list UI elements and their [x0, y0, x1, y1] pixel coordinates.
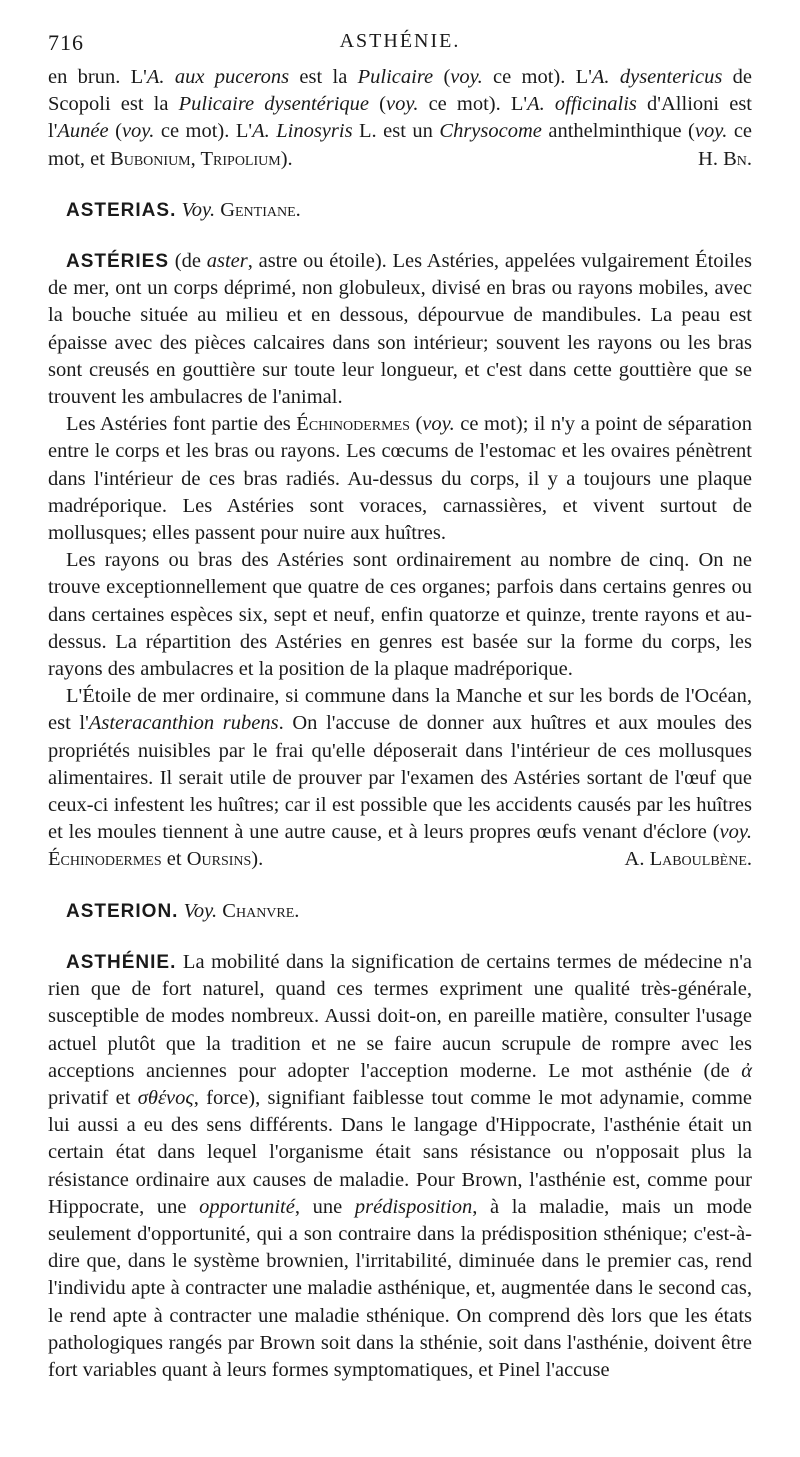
author-signature: A. Laboulbène.	[624, 848, 752, 871]
entry-asteries: ASTÉRIES (de aster, astre ou étoile). Les Astéries, appelées vulgairement Étoiles de mer, ont un corps déprimé, non globuleux, divisé en bras ou rayons mobiles, avec la bouche située au milieu et en dessous, dépourvue de mandibules. La peau est épaisse avec des pièces calcaires dans son intérieur; souvent les rayons ou les bras sont creusés en gouttière sur toute leur longueur, et c'est dans cette gouttière que se trouvent les ambulacres de l'animal.	[48, 250, 752, 409]
paragraph: Les Astéries font partie des Échinodermes (voy. ce mot); il n'y a point de séparation entre le corps et les bras ou rayons. Les cœcums de l'estomac et les ovaires pénètrent dans l'intérieur de ces bras radiés. Au-dessus du corps, il y a toujours une plaque madréporique. Les Astéries sont voraces, carnassières, et vivent surtout de mollusques; elles passent pour nuire aux huîtres.	[48, 413, 752, 545]
page-header	[48, 30, 752, 64]
entry-asthenie: ASTHÉNIE. La mobilité dans la signification de certains termes de médecine n'a rien que de fort naturel, quand ces termes expriment une qualité très-générale, susceptible de modes nombreux. Aussi doit-on, en pareille matière, consulter l'usage actuel plutôt que la tradition et ne se faire aucun scrupule de rompre avec les acceptions anciennes pour adopter l'acception moderne. Le mot asthénie (de ἀ privatif et σθένος, force), signifiant faiblesse tout comme le mot adynamie, comme lui aussi a eu des sens différents. Dans le langage d'Hippocrate, l'asthénie était un certain état dans lequel l'organisme était sans résistance ou n'opposait plus la résistance ordinaire aux causes de maladie. Pour Brown, l'asthénie est, comme pour Hippocrate, une opportunité, une prédisposition, à la maladie, mais un mode seulement d'opportunité, qui a son contraire dans la prédisposition sthénique; c'est-à-dire que, dans le système brownien, l'irritabilité, diminuée dans le premier cas, rend l'individu apte à contracter une maladie asthénique, et, augmentée dans le second cas, le rend apte à contracter une maladie sthénique. On comprend dès lors que les états pathologiques rangés par Brown soit dans la sthénie, soit dans l'asthénie, doivent être fort variables quant à leurs formes symptomatiques, et Pinel l'accuse	[48, 950, 752, 1381]
cross-reference: Chanvre.	[222, 899, 300, 922]
headword: ASTÉRIES	[66, 251, 170, 273]
continuation-paragraph: en brun. L'A. aux pucerons est la Pulicaire (voy. ce mot). L'A. dysentericus de Scopoli est la Pulicaire dysentérique (voy. ce mot). L'A. officinalis d'Allioni est l'Aunée (voy. ce mot). L'A. Linosyris L. est un Chrysocome anthelminthique (voy. ce mot, et Bubonium, Tripolium). H. Bn.	[48, 64, 752, 173]
paragraph: L'Étoile de mer ordinaire, si commune dans la Manche et sur les bords de l'Océan, est l'Asteracanthion rubens. On l'accuse de donner aux huîtres et aux moules des propriétés nuisibles par le frai qu'elle déposerait dans l'intérieur de ces mollusques alimentaires. Il serait utile de prouver par l'examen des Astéries sortant de l'œuf que ceux-ci infestent les huîtres; car il est possible que les accidents causés par les huîtres et les moules tiennent à une autre cause, et à leurs propres œufs venant d'éclore (voy. Échinodermes et Oursins). A. Laboulbène.	[48, 683, 752, 873]
author-signature: H. Bn.	[698, 147, 752, 170]
paragraph: Les rayons ou bras des Astéries sont ordinairement au nombre de cinq. On ne trouve exceptionnellement que quatre de ces organes; parfois dans certains genres ou dans certaines espèces six, sept et neuf, enfin quatorze et quinze, trente rayons et au-dessus. La répartition des Astéries en genres est basée sur la forme du corps, les rayons des ambulacres et la position de la plaque madréporique.	[48, 549, 752, 681]
headword: ASTERION.	[66, 900, 179, 922]
running-head: ASTHÉNIE.	[339, 30, 461, 52]
headword: ASTHÉNIE.	[66, 951, 177, 973]
entry-asterion: ASTERION. Voy. Chanvre.	[66, 899, 300, 922]
cross-reference: Gentiane.	[220, 198, 301, 221]
page-number: 716	[48, 30, 84, 55]
entry-asterias: ASTERIAS. Voy. Gentiane.	[66, 198, 301, 221]
headword: ASTERIAS.	[66, 199, 177, 221]
